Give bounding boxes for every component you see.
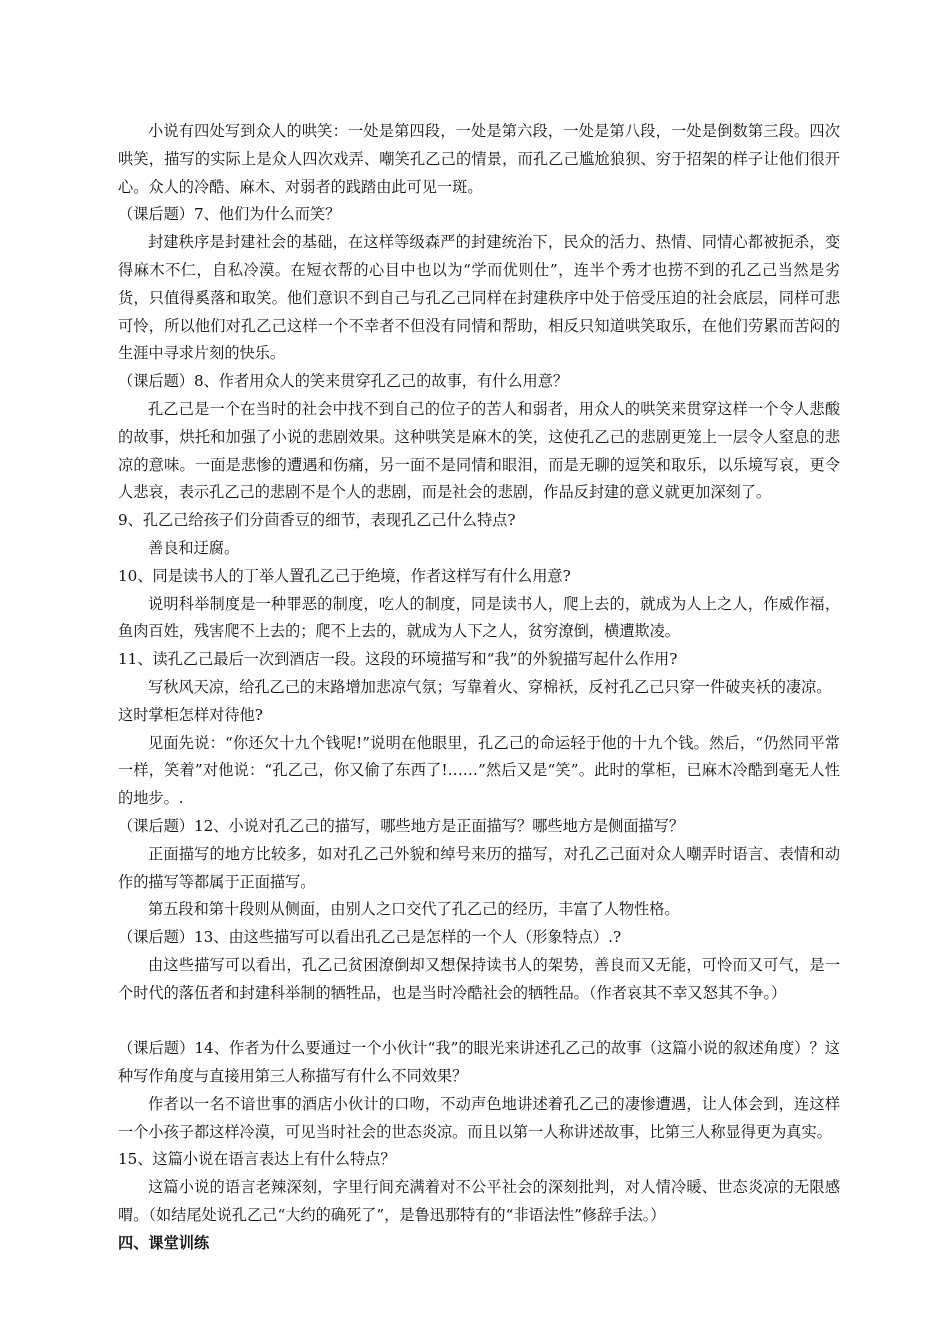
answer-12-indirect: 第五段和第十段则从侧面，由别人之口交代了孔乙己的经历，丰富了人物性格。 xyxy=(148,900,680,919)
paragraph-laughter-analysis: 小说有四处写到众人的哄笑：一处是第四段，一处是第六段，一处是第八段，一处是倒数第三段。四次哄笑，描写的实际上是众人四次戏弄、嘲笑孔乙己的情景，而孔乙己尴尬狼狈、穷于招架的样子让他们很开心。众人的冷酷、麻木、对弱者的践踏由此可见一斑。 xyxy=(118,122,840,196)
answer-14: 作者以一名不谙世事的酒店小伙计的口吻，不动声色地讲述着孔乙己的凄惨遭遇，让人体会到，连这样一个小孩子都这样冷漠，可见当时社会的世态炎凉。而且以第一人称讲述故事，比第三人称显得更为真实。 xyxy=(118,1094,840,1141)
question-10: 10、同是读书人的丁举人置孔乙己于绝境，作者这样写有什么用意? xyxy=(118,566,571,585)
question-11-followup: 这时掌柜怎样对待他? xyxy=(118,705,263,724)
question-7: （课后题）7、他们为什么而笑？ xyxy=(118,205,341,224)
question-8: （课后题）8、作者用众人的笑来贯穿孔乙己的故事，有什么用意？ xyxy=(118,372,569,391)
question-11: 11、读孔乙己最后一次到酒店一段。这段的环境描写和“我”的外貌描写起什么作用? xyxy=(118,650,678,669)
answer-7: 封建秩序是封建社会的基础，在这样等级森严的封建统治下，民众的活力、热情、同情心都被扼杀，变得麻木不仁，自私冷漠。在短衣帮的心目中也以为“学而优则仕”，连半个秀才也捞不到的孔乙己当然是劣货，只值得奚落和取笑。他们意识不到自己与孔乙己同样在封建秩序中处于倍受压迫的社会底层，同样可悲可怜，所以他们对孔乙己这样一个不幸者不但没有同情和帮助，相反只知道哄笑取乐，在他们劳累而苦闷的生涯中寻求片刻的快乐。 xyxy=(118,233,840,363)
question-14: （课后题）14、作者为什么要通过一个小伙计“我”的眼光来讲述孔乙己的故事（这篇小说的叙述角度）？这种写作角度与直接用第三人称描写有什么不同效果？ xyxy=(118,1039,840,1086)
answer-9: 善良和迂腐。 xyxy=(148,538,240,557)
question-12: （课后题）12、小说对孔乙己的描写，哪些地方是正面描写？哪些地方是侧面描写？ xyxy=(118,816,685,835)
answer-13: 由这些描写可以看出，孔乙己贫困潦倒却又想保持读书人的架势，善良而又无能，可怜而又可气，是一个时代的落伍者和封建科举制的牺牲品，也是当时冷酷社会的牺牲品。（作者哀其不幸又怒其不争。） xyxy=(118,955,840,1002)
document-page xyxy=(118,118,840,1258)
question-9: 9、孔乙己给孩子们分茴香豆的细节，表现孔乙己什么特点? xyxy=(118,511,516,530)
answer-12-direct: 正面描写的地方比较多，如对孔乙己外貌和绰号来历的描写，对孔乙己面对众人嘲弄时语言、表情和动作的描写等都属于正面描写。 xyxy=(118,844,840,891)
section-heading: 四、课堂训练 xyxy=(118,1233,210,1252)
answer-15: 这篇小说的语言老辣深刻，字里行间充满着对不公平社会的深刻批判，对人情冷暖、世态炎凉的无限感喟。（如结尾处说孔乙己“大约的确死了”，是鲁迅那特有的“非语法性”修辞手法。） xyxy=(118,1178,840,1225)
answer-11-followup: 见面先说：“你还欠十九个钱呢!”说明在他眼里，孔乙己的命运轻于他的十九个钱。然后，“仍然同平常一样，笑着”对他说：“孔乙己，你又偷了东西了!……”然后又是“笑”。此时的掌柜，已麻木冷酷到毫无人性的地步。. xyxy=(118,733,840,808)
answer-10: 说明科举制度是一种罪恶的制度，吃人的制度，同是读书人，爬上去的，就成为人上之人，作威作福，鱼肉百姓，残害爬不上去的；爬不上去的，就成为人下之人，贫穷潦倒，横遭欺凌。 xyxy=(118,594,840,641)
question-13: （课后题）13、由这些描写可以看出孔乙己是怎样的一个人（形象特点）.? xyxy=(118,928,622,947)
answer-8: 孔乙己是一个在当时的社会中找不到自己的位子的苦人和弱者，用众人的哄笑来贯穿这样一个令人悲酸的故事，烘托和加强了小说的悲剧效果。这种哄笑是麻木的笑，这使孔乙己的悲剧更笼上一层令人窒息的悲凉的意味。一面是悲惨的遭遇和伤痛，另一面不是同情和眼泪，而是无聊的逗笑和取乐，以乐境写哀，更令人悲哀，表示孔乙己的悲剧不是个人的悲剧，而是社会的悲剧，作品反封建的意义就更加深刻了。 xyxy=(118,399,840,502)
answer-11: 写秋风天凉，给孔乙己的末路增加悲凉气氛；写靠着火、穿棉袄，反衬孔乙己只穿一件破夹袄的凄凉。 xyxy=(148,677,832,696)
question-15: 15、这篇小说在语言表达上有什么特点？ xyxy=(118,1150,396,1169)
blank-line xyxy=(118,1008,840,1036)
